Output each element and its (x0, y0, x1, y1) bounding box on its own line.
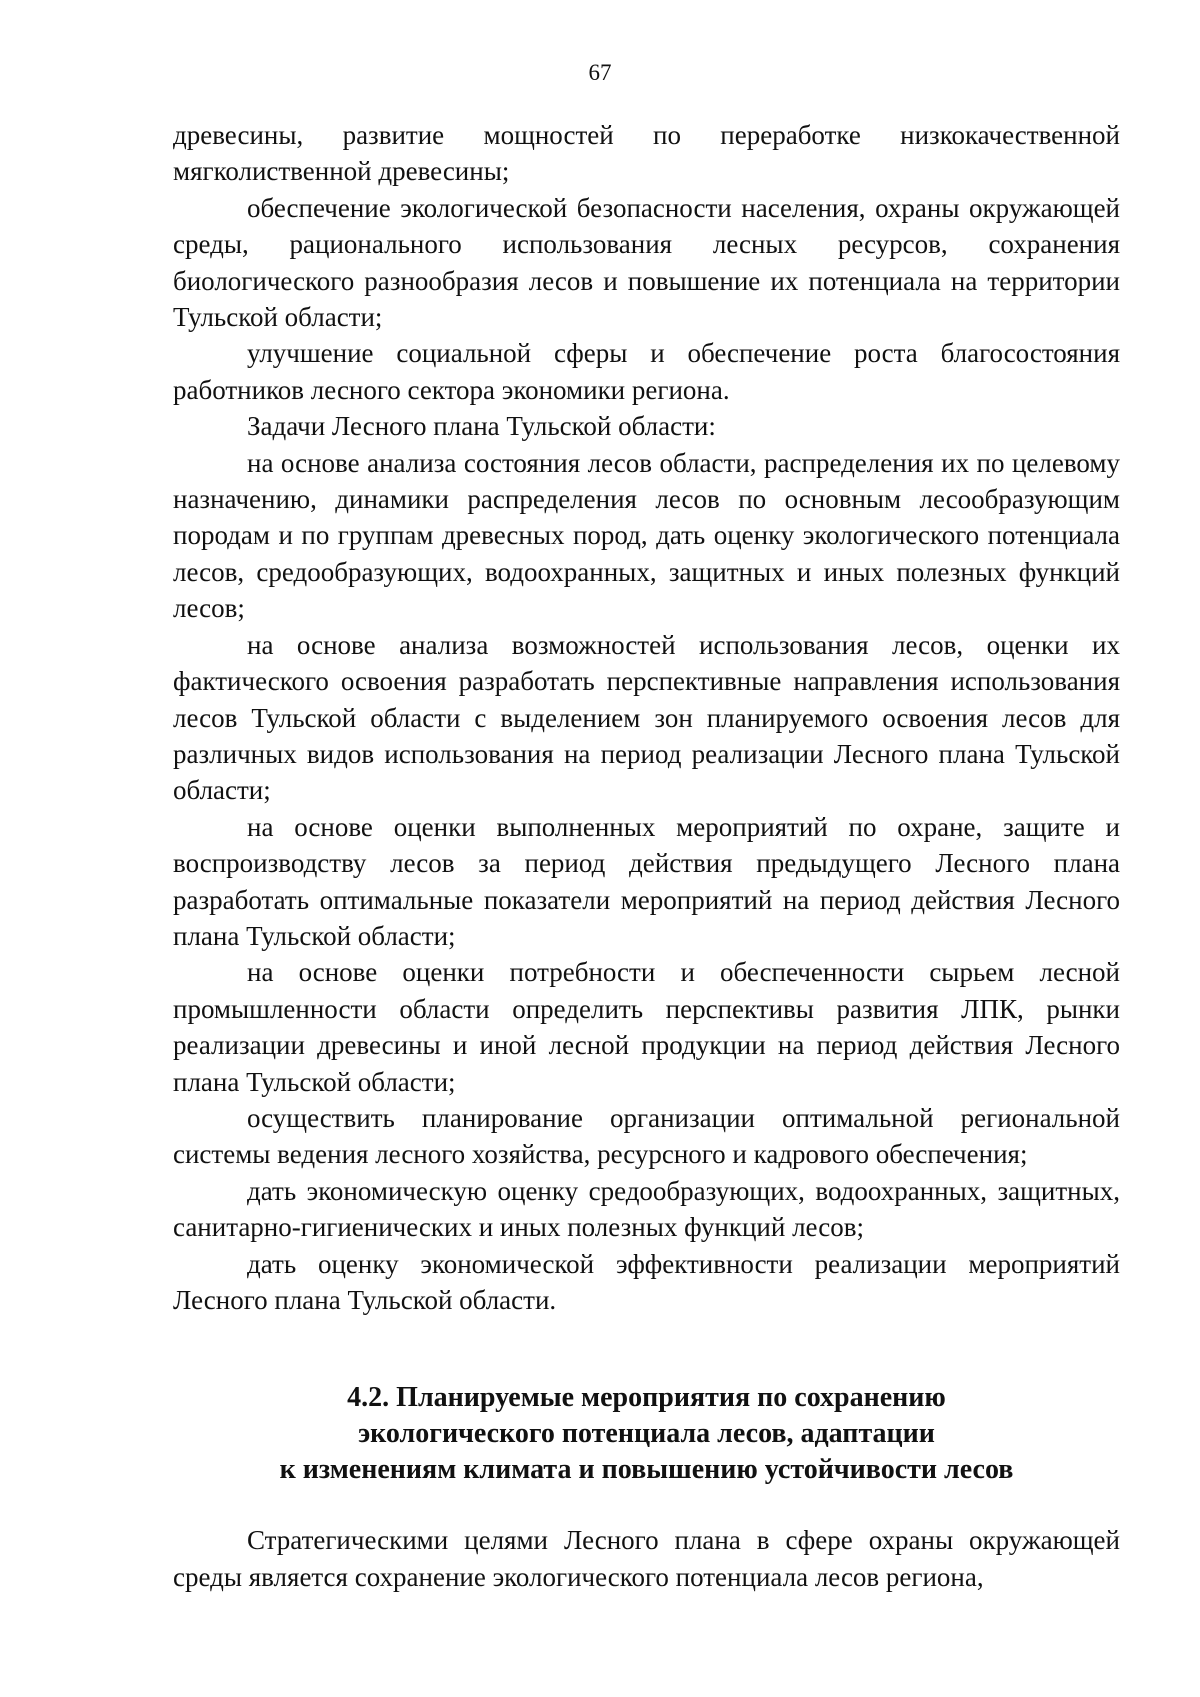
paragraph-goal-ecology: обеспечение экологической безопасности населения, охраны окружающей среды, рационального использования лесных ресурсов, сохранения биологического разнообразия лесов и повышение их потенциала на территории Тульской области; (173, 192, 1120, 333)
paragraph-task-industry: на основе оценки потребности и обеспеченности сырьем лесной промышленности области определить перспективы развития ЛПК, рынки реализации древесины и иной лесной продукции на период действия Лесного плана Тульской области; (173, 957, 1120, 1097)
paragraph-goal-social: улучшение социальной сферы и обеспечение роста благосостояния работников лесного сектора экономики региона. (173, 338, 1120, 405)
paragraph-continuation: древесины, развитие мощностей по переработке низкокачественной мягколиственной древесины; (173, 120, 1120, 187)
section-heading-line: к изменениям климата и повышению устойчивости лесов (279, 1454, 1014, 1486)
page-number: 67 (588, 60, 612, 85)
paragraph-tasks-intro: Задачи Лесного плана Тульской области: (247, 411, 716, 442)
paragraph-task-economic-functions: дать экономическую оценку средообразующих, водоохранных, защитных, санитарно-гигиенических и иных полезных функций лесов; (173, 1175, 1120, 1243)
paragraph-strategic-goals: Стратегическими целями Лесного плана в сфере охраны окружающей среды является сохранение экологического потенциала лесов региона, (173, 1525, 1120, 1592)
section-heading (173, 1380, 1120, 1488)
paragraph-task-planning: осуществить планирование организации оптимальной региональной системы ведения лесного хозяйства, ресурсного и кадрового обеспечения; (173, 1102, 1120, 1170)
document-body (173, 117, 1120, 1595)
paragraph-task-protection: на основе оценки выполненных мероприятий по охране, защите и воспроизводству лесов за период действия предыдущего Лесного плана разработать оптимальные показатели мероприятий на период действия Лесного плана Тульской области; (173, 811, 1120, 951)
paragraph-task-efficiency: дать оценку экономической эффективности реализации мероприятий Лесного плана Тульской области. (173, 1248, 1120, 1315)
section-heading-line: экологического потенциала лесов, адаптации (358, 1418, 935, 1450)
section-heading-line: 4.2. Планируемые мероприятия по сохранению (347, 1382, 946, 1414)
paragraph-task-analysis: на основе анализа состояния лесов области, распределения их по целевому назначению, динамики распределения лесов по основным лесообразующим породам и по группам древесных пород, дать оценку экологического потенциала лесов, средообразующих, водоохранных, защитных и иных полезных функций лесов; (173, 447, 1120, 624)
paragraph-task-usage: на основе анализа возможностей использования лесов, оценки их фактического освоения разработать перспективные направления использования лесов Тульской области с выделением зон планируемого освоения лесов для различных видов использования на период реализации Лесного плана Тульской области; (173, 629, 1120, 806)
